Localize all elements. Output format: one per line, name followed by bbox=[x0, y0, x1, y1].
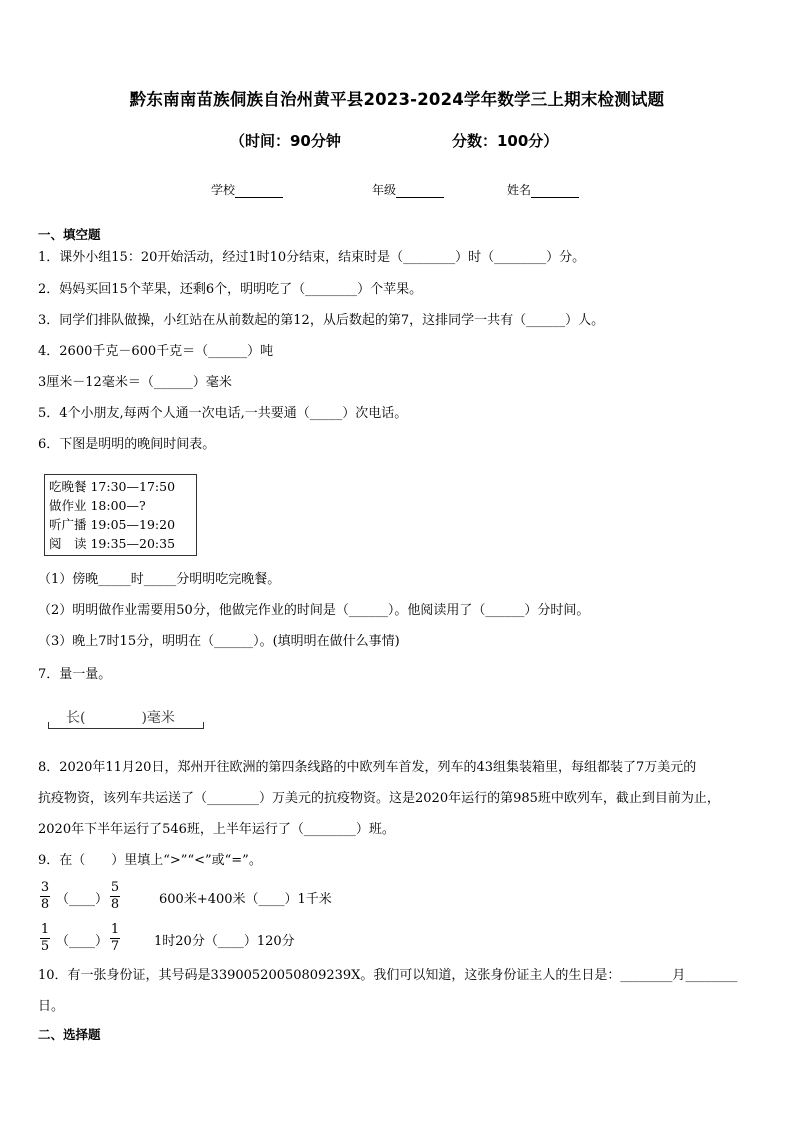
fraction-1-5: 1 5 bbox=[40, 922, 50, 954]
question-2: 2．妈妈买回15个苹果，还剩6个，明明吃了（________）个苹果。 bbox=[38, 282, 423, 297]
grade-field[interactable]: 年级 bbox=[372, 181, 444, 198]
question-3: 3．同学们排队做操，小红站在从前数起的第12，从后数起的第7，这排同学一共有（______）人。 bbox=[38, 313, 605, 328]
measure-line bbox=[48, 728, 204, 729]
exam-score: 分数：100分） bbox=[452, 132, 559, 150]
name-field[interactable]: 姓名 bbox=[507, 181, 579, 198]
compare-time: 1时20分（____）120分 bbox=[154, 934, 295, 949]
fraction-3-8: 3 8 bbox=[40, 880, 50, 912]
question-8-line3: 2020年下半年运行了546班，上半年运行了（________）班。 bbox=[38, 822, 395, 837]
question-4b: 3厘米－12毫米＝（______）毫米 bbox=[38, 375, 232, 390]
question-1: 1．课外小组15：20开始活动，经过1时10分结束，结束时是（________）时（________）分。 bbox=[38, 250, 586, 265]
question-5: 5．4个小朋友,每两个人通一次电话,一共要通（_____）次电话。 bbox=[38, 406, 408, 421]
schedule-row: 吃晚餐 17:30—17:50 bbox=[49, 479, 176, 494]
section-choice-heading: 二、选择题 bbox=[38, 1027, 101, 1042]
question-6-2: （2）明明做作业需要用50分，他做完作业的时间是（______）。他阅读用了（______）分时间。 bbox=[38, 603, 590, 618]
question-4a: 4．2600千克－600千克＝（______）吨 bbox=[38, 344, 274, 359]
question-8-line1: 8．2020年11月20日，郑州开往欧洲的第四条线路的中欧列车首发，列车的43组集装箱里，每组都装了7万美元的 bbox=[38, 760, 697, 775]
exam-title: 黔东南南苗族侗族自治州黄平县2023-2024学年数学三上期末检测试题 bbox=[129, 90, 665, 109]
measure-line-figure bbox=[48, 706, 204, 730]
question-10-line1: 10．有一张身份证，其号码是339005200508092​39X。我们可以知道，这张身份证主人的生日是：________月________ bbox=[38, 968, 738, 983]
compare-blank[interactable]: （____） bbox=[56, 934, 109, 949]
question-6-1: （1）傍晚_____时_____分明明吃完晚餐。 bbox=[38, 572, 281, 587]
question-6-3: （3）晚上7时15分，明明在（______）。(填明明在做什么事情) bbox=[38, 634, 400, 649]
fraction-5-8: 5 8 bbox=[110, 880, 120, 912]
measure-tick bbox=[48, 722, 49, 728]
measure-label: 长( )毫米 bbox=[66, 710, 175, 726]
measure-tick bbox=[203, 722, 204, 728]
evening-schedule-table bbox=[44, 474, 197, 556]
fraction-1-7: 1 7 bbox=[110, 922, 120, 954]
schedule-row: 阅 读 19:35—20:35 bbox=[49, 536, 176, 551]
question-6: 6．下图是明明的晚间时间表。 bbox=[38, 437, 216, 452]
compare-blank[interactable]: （____） bbox=[56, 892, 109, 907]
compare-length: 600米+400米（____）1千米 bbox=[159, 892, 332, 907]
question-10-line2: 日。 bbox=[38, 999, 65, 1014]
question-9: 9．在（ ）里填上“>”“<”或“=”。 bbox=[38, 853, 262, 868]
schedule-row: 做作业 18:00—? bbox=[49, 498, 146, 513]
question-7: 7．量一量。 bbox=[38, 667, 112, 682]
exam-time: （时间：90分钟 bbox=[230, 132, 341, 150]
section-fill-blank-heading: 一、填空题 bbox=[38, 227, 101, 242]
schedule-row: 听广播 19:05—19:20 bbox=[49, 517, 176, 532]
question-8-line2: 抗疫物资，该列车共运送了（________）万美元的抗疫物资。这是2020年运行的第985班中欧列车，截止到目前为止， bbox=[38, 791, 720, 806]
school-field[interactable]: 学校 bbox=[211, 181, 283, 198]
